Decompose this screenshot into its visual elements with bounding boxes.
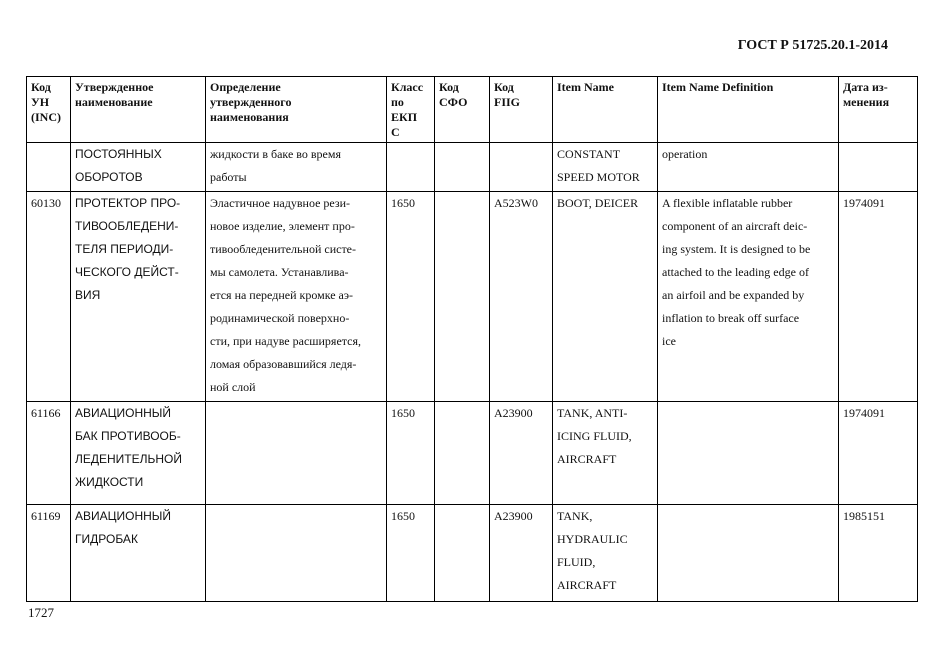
inc-cell: 60130 [27,192,71,402]
cell-text-line: ТЕЛЯ ПЕРИОДИ- [75,242,174,256]
cell-text-line: родинамической поверхно- [210,311,350,325]
cell-text-line: АВИАЦИОННЫЙ [75,509,172,523]
item-name-cell [553,192,658,402]
fiig-code-cell: A523W0 [490,192,553,402]
cell-text-line: ломая образовавшийся ледя- [210,357,357,371]
header-text-line: УН [31,95,50,109]
cell-text-line: новое изделие, элемент про- [210,219,355,233]
cell-text-line: FLUID, [557,555,596,569]
table-row [27,192,918,402]
cell-text-line: HYDRAULIC [557,532,628,546]
cell-text-line: мы самолета. Устанавлива- [210,265,349,279]
item-name-definition-cell [658,192,839,402]
header-inc [27,77,71,143]
catalog-table [26,76,918,602]
definition-cell [206,192,387,402]
cell-text-line: ing system. It is designed to be [662,242,811,256]
cell-text-line: тивообледенительной систе- [210,242,357,256]
header-text-line: Утвержденное [75,80,154,94]
cell-text-line: CONSTANT [557,147,621,161]
header-fiig-code [490,77,553,143]
sfo-code-cell [435,505,490,602]
cell-text-line: AIRCRAFT [557,578,617,592]
cell-text-line: SPEED MOTOR [557,170,640,184]
table-row [27,402,918,505]
cell-text-line: ICING FLUID, [557,429,632,443]
change-date-cell: 1974091 [839,402,918,505]
cell-text-line: жидкости в баке во время [210,147,341,161]
ekps-class-cell: 1650 [387,192,435,402]
item-name-definition-cell [658,402,839,505]
cell-text-line: ВИЯ [75,288,101,302]
cell-text-line: ЧЕСКОГО ДЕЙСТ- [75,265,179,279]
cell-text-line: ется на передней кромке аэ- [210,288,354,302]
approved-name-cell [71,143,206,192]
header-text-line: наименование [75,95,153,109]
header-text-line: Определение [210,80,281,94]
cell-text-line: ice [662,334,676,348]
header-text-line: С [391,125,400,139]
ekps-class-cell: 1650 [387,505,435,602]
header-text-line: Код [439,80,459,94]
cell-text-line: ОБОРОТОВ [75,170,143,184]
header-text-line: менения [843,95,890,109]
approved-name-cell [71,505,206,602]
header-text-line: СФО [439,95,468,109]
definition-cell [206,143,387,192]
item-name-cell [553,402,658,505]
sfo-code-cell [435,192,490,402]
inc-cell: 61166 [27,402,71,505]
header-approved-name [71,77,206,143]
ekps-class-cell [387,143,435,192]
sfo-code-cell [435,402,490,505]
inc-cell [27,143,71,192]
definition-cell [206,505,387,602]
cell-text-line: БАК ПРОТИВООБ- [75,429,181,443]
cell-text-line: ной слой [210,380,256,394]
header-ekps-class [387,77,435,143]
cell-text-line: сти, при надуве расширяется, [210,334,362,348]
header-text-line: по [391,95,404,109]
cell-text-line: TANK, ANTI- [557,406,628,420]
header-text-line: FIIG [494,95,521,109]
change-date-cell: 1985151 [839,505,918,602]
cell-text-line: BOOT, DEICER [557,196,639,210]
change-date-cell [839,143,918,192]
cell-text-line: ЖИДКОСТИ [75,475,144,489]
item-name-cell [553,143,658,192]
fiig-code-cell: A23900 [490,505,553,602]
cell-text-line: component of an aircraft deic- [662,219,808,233]
table-body [27,143,918,602]
header-item-name-definition [658,77,839,143]
page-number: 1727 [28,605,54,620]
cell-text-line: AIRCRAFT [557,452,617,466]
cell-text-line: ГИДРОБАК [75,532,138,546]
header-text-line: Дата из- [843,80,888,94]
table-row [27,143,918,192]
table-header-row [27,77,918,143]
cell-text-line: inflation to break off surface [662,311,800,325]
item-name-cell [553,505,658,602]
header-text-line: Item Name [557,80,614,94]
header-text-line: Код [494,80,514,94]
cell-text-line: attached to the leading edge of [662,265,809,279]
inc-cell: 61169 [27,505,71,602]
header-item-name [553,77,658,143]
header-text-line: ЕКП [391,110,418,124]
cell-text-line: TANK, [557,509,593,523]
cell-text-line: an airfoil and be expanded by [662,288,805,302]
header-definition [206,77,387,143]
header-text-line: Класс [391,80,424,94]
header-sfo-code [435,77,490,143]
sfo-code-cell [435,143,490,192]
header-text-line: утвержденного [210,95,292,109]
cell-text-line: ЛЕДЕНИТЕЛЬНОЙ [75,452,183,466]
change-date-cell: 1974091 [839,192,918,402]
approved-name-cell [71,402,206,505]
cell-text-line: работы [210,170,247,184]
cell-text-line: A flexible inflatable rubber [662,196,793,210]
ekps-class-cell: 1650 [387,402,435,505]
fiig-code-cell: A23900 [490,402,553,505]
header-text-line: Item Name Definition [662,80,774,94]
cell-text-line: АВИАЦИОННЫЙ [75,406,172,420]
cell-text-line: ТИВООБЛЕДЕНИ- [75,219,179,233]
fiig-code-cell [490,143,553,192]
table-row [27,505,918,602]
document-header: ГОСТ Р 51725.20.1-2014 [737,38,888,53]
header-text-line: наименования [210,110,289,124]
header-text-line: Код [31,80,51,94]
cell-text-line: ПОСТОЯННЫХ [75,147,162,161]
cell-text-line: ПРОТЕКТОР ПРО- [75,196,181,210]
definition-cell [206,402,387,505]
cell-text-line: Эластичное надувное рези- [210,196,351,210]
approved-name-cell [71,192,206,402]
item-name-definition-cell [658,505,839,602]
item-name-definition-cell [658,143,839,192]
header-text-line: (INC) [31,110,61,124]
cell-text-line: operation [662,147,708,161]
header-change-date [839,77,918,143]
